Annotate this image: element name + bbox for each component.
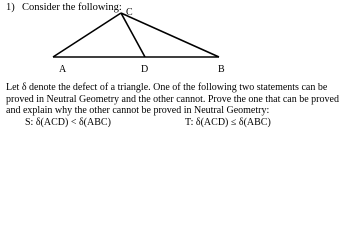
claim-t: T: δ(ACD) ≤ δ(ABC) (185, 117, 271, 128)
vertex-label-a: A (59, 64, 67, 75)
claim-s: S: δ(ACD) < δ(ABC) (25, 117, 111, 128)
segment-ac (53, 13, 121, 57)
problem-number: 1) (6, 2, 15, 13)
vertex-label-b: B (218, 64, 225, 75)
vertex-label-d: D (141, 64, 149, 75)
segment-cb (121, 13, 219, 57)
problem-statement (6, 82, 346, 117)
vertex-label-c: C (126, 7, 133, 18)
problem-intro: Consider the following: (22, 2, 122, 13)
statement-text: Let δ denote the defect of a triangle. One of the following two statements can be proved in Neutral Geometry and the other cannot. Prove the one that can be proved and explain why the other cannot be proved in Neutral Geometry: (6, 82, 339, 117)
segment-cd (121, 13, 145, 57)
